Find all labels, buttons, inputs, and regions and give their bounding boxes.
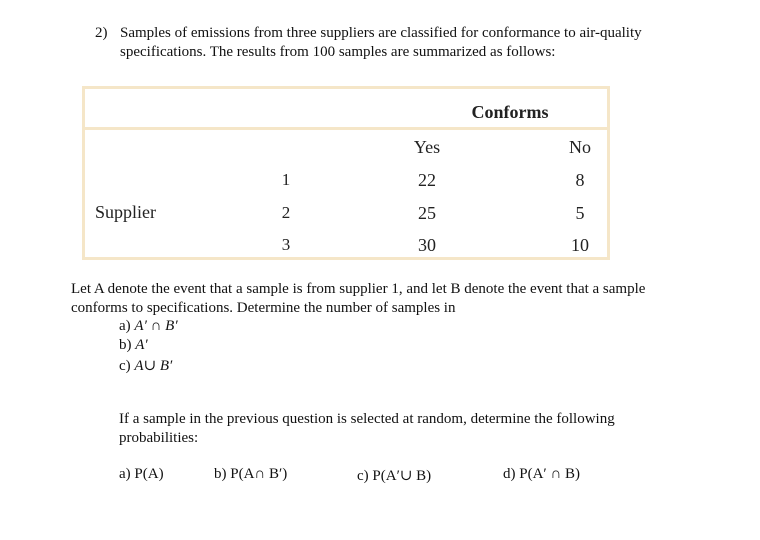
table-header-rule: [85, 127, 607, 130]
supplier-row-label: Supplier: [95, 202, 156, 222]
table-cell-no-1: 8: [575, 170, 585, 190]
table-cell-yes-1: 22: [418, 170, 436, 190]
probability-option-c: c) P(A′∪ B): [357, 468, 432, 484]
yes-column-header: Yes: [413, 137, 441, 157]
supplier-id-2: 2: [281, 203, 291, 222]
part-b-expression: A′: [135, 337, 148, 353]
no-column-header: No: [569, 137, 591, 157]
question-number: 2): [95, 25, 108, 41]
part-a: [119, 318, 178, 335]
part-b-label: b): [119, 337, 132, 353]
event-definition-line-2: conforms to specifications. Determine the number of samples in: [71, 300, 456, 316]
probability-question-line-1: If a sample in the previous question is selected at random, determine the following: [119, 411, 615, 427]
question-text-line-1: Samples of emissions from three suppliers are classified for conformance to air-quality: [120, 25, 642, 41]
table-cell-no-3: 10: [571, 235, 589, 255]
supplier-conformance-table: [82, 86, 610, 260]
supplier-id-1: 1: [281, 170, 291, 189]
supplier-id-3: 3: [281, 235, 291, 254]
part-a-label: a): [119, 318, 131, 334]
question-text-line-2: specifications. The results from 100 samples are summarized as follows:: [120, 44, 556, 60]
table-cell-yes-3: 30: [418, 235, 436, 255]
part-c-label: c): [119, 358, 131, 374]
part-b: [119, 337, 148, 354]
part-c-expression: A∪ B′: [134, 358, 173, 374]
table-cell-yes-2: 25: [418, 203, 436, 223]
conforms-header: Conforms: [471, 102, 549, 122]
probability-option-d: d) P(A′ ∩ B): [503, 466, 581, 482]
probability-question-line-2: probabilities:: [119, 430, 199, 446]
part-c: [119, 356, 172, 375]
probability-option-a: a) P(A): [119, 466, 164, 482]
table-cell-no-2: 5: [575, 203, 585, 223]
event-definition-line-1: Let A denote the event that a sample is from supplier 1, and let B denote the event that a sample: [71, 281, 646, 297]
part-a-expression: A′ ∩ B′: [134, 318, 178, 334]
probability-option-b: b) P(A∩ B′): [214, 466, 288, 482]
